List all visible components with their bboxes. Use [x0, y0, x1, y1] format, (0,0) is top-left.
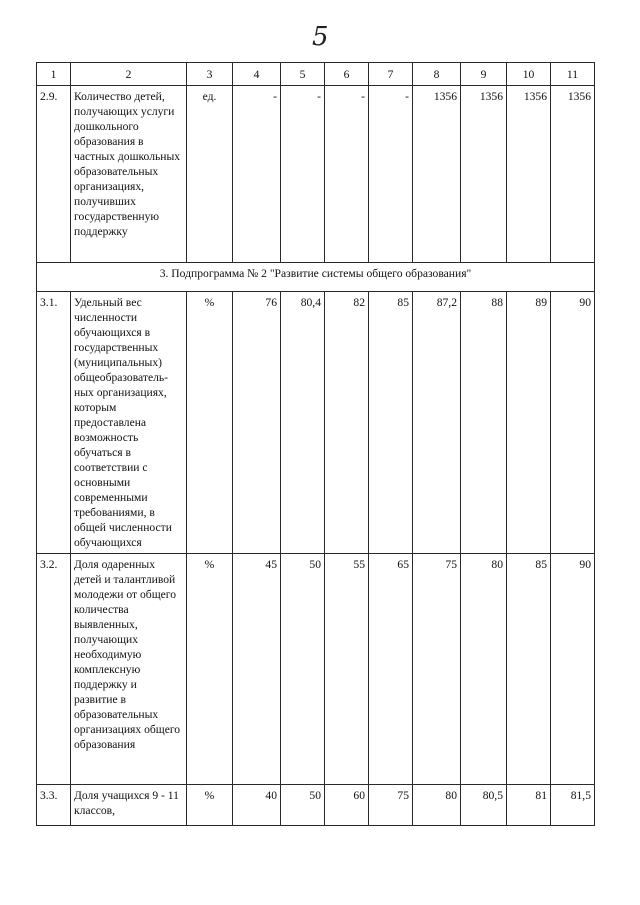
- value-cell: 81,5: [551, 785, 595, 826]
- column-header: 3: [187, 63, 233, 86]
- value-cell: 50: [281, 554, 325, 785]
- indicator-name: Доля учащихся 9 - 11 классов,: [71, 785, 187, 826]
- value-cell: 60: [325, 785, 369, 826]
- unit-cell: %: [187, 292, 233, 554]
- indicators-table: [36, 62, 595, 826]
- section-row: [37, 263, 595, 292]
- value-cell: 75: [413, 554, 461, 785]
- table-row: [37, 86, 595, 263]
- value-cell: 65: [369, 554, 413, 785]
- value-cell: -: [369, 86, 413, 263]
- value-cell: 55: [325, 554, 369, 785]
- column-header: 7: [369, 63, 413, 86]
- value-cell: 1356: [461, 86, 507, 263]
- indicator-name: Количество детей, получающих услуги дошкольного образования в частных дошкольных образовательных организациях, получивших государственную поддержку: [71, 86, 187, 263]
- page-number: 5: [312, 22, 329, 52]
- value-cell: 40: [233, 785, 281, 826]
- table-row: [37, 554, 595, 785]
- value-cell: 90: [551, 292, 595, 554]
- value-cell: 45: [233, 554, 281, 785]
- value-cell: 90: [551, 554, 595, 785]
- unit-cell: %: [187, 785, 233, 826]
- indicator-name: Доля одаренных детей и талантливой молодежи от общего количества выявленных, получающих необходимую комплексную поддержку и развитие в образовательных организациях общего образования: [71, 554, 187, 785]
- value-cell: 1356: [551, 86, 595, 263]
- column-header: 5: [281, 63, 325, 86]
- value-cell: 76: [233, 292, 281, 554]
- value-cell: 88: [461, 292, 507, 554]
- column-header: 10: [507, 63, 551, 86]
- value-cell: 50: [281, 785, 325, 826]
- value-cell: 81: [507, 785, 551, 826]
- value-cell: 1356: [507, 86, 551, 263]
- value-cell: 80,4: [281, 292, 325, 554]
- value-cell: -: [325, 86, 369, 263]
- column-header: 2: [71, 63, 187, 86]
- unit-cell: ед.: [187, 86, 233, 263]
- table-row: [37, 292, 595, 554]
- value-cell: -: [281, 86, 325, 263]
- row-number: 3.3.: [37, 785, 71, 826]
- column-header: 4: [233, 63, 281, 86]
- column-header: 1: [37, 63, 71, 86]
- column-header: 11: [551, 63, 595, 86]
- value-cell: 80,5: [461, 785, 507, 826]
- column-header: 8: [413, 63, 461, 86]
- row-number: 3.2.: [37, 554, 71, 785]
- value-cell: 82: [325, 292, 369, 554]
- section-title: 3. Подпрограмма № 2 "Развитие системы общего образования": [37, 263, 595, 292]
- value-cell: -: [233, 86, 281, 263]
- row-number: 3.1.: [37, 292, 71, 554]
- value-cell: 85: [507, 554, 551, 785]
- value-cell: 80: [413, 785, 461, 826]
- value-cell: 1356: [413, 86, 461, 263]
- value-cell: 80: [461, 554, 507, 785]
- column-number-row: [37, 63, 595, 86]
- value-cell: 85: [369, 292, 413, 554]
- table-row: [37, 785, 595, 826]
- value-cell: 89: [507, 292, 551, 554]
- unit-cell: %: [187, 554, 233, 785]
- value-cell: 87,2: [413, 292, 461, 554]
- value-cell: 75: [369, 785, 413, 826]
- column-header: 9: [461, 63, 507, 86]
- column-header: 6: [325, 63, 369, 86]
- row-number: 2.9.: [37, 86, 71, 263]
- indicator-name: Удельный вес численности обучающихся в государственных (муниципальных) общеобразователь-ных организациях, которым предоставлена возможность обучаться в соответствии с основными современными требованиями, в общей численности обучающихся: [71, 292, 187, 554]
